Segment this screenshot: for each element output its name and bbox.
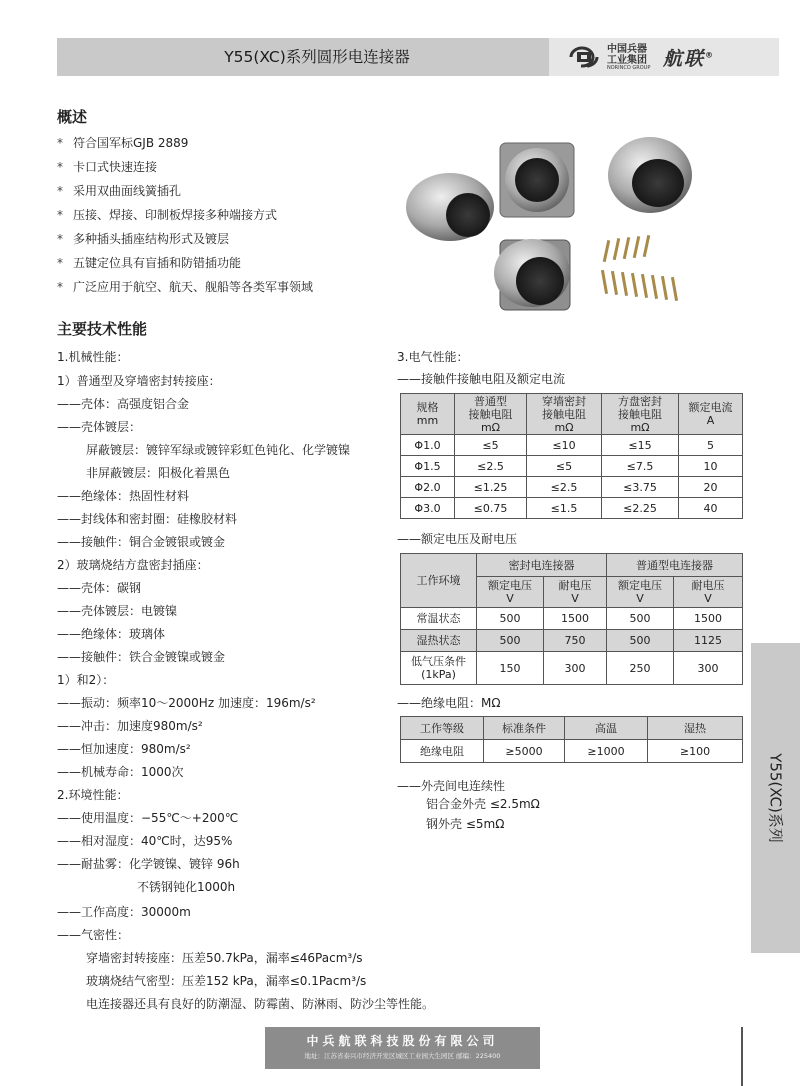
logo-cn-line2: 工业集团 (607, 55, 647, 66)
table-header-cell: 额定电压 V (477, 577, 544, 608)
table-cell: 500 (477, 630, 544, 652)
spec-line: 穿墙密封转接座：压差50.7kPa，漏率≤46Pacm³/s (86, 951, 363, 965)
table-cell: 1500 (674, 608, 743, 630)
table-cell: ≤10 (527, 435, 602, 456)
overview-bullet-text: 五键定位具有盲插和防错插功能 (73, 256, 242, 270)
overview-bullet (57, 208, 277, 222)
table-cell: 250 (607, 652, 674, 685)
overview-heading: 概述 (57, 108, 88, 126)
table-row (401, 740, 743, 763)
spec-line: ——接触件：铁合金镀镍或镀金 (57, 650, 226, 664)
brand-name: 航联 (663, 48, 706, 70)
table-cell: Φ3.0 (401, 498, 455, 519)
table-header-cell: 工作环境 (401, 554, 477, 608)
table-row (401, 435, 743, 456)
table-cell: Φ2.0 (401, 477, 455, 498)
connector-product-photo (400, 125, 700, 330)
continuity-title: ——外壳间电连续性 (397, 779, 506, 793)
table-cell: Φ1.5 (401, 456, 455, 477)
table-cell: ≤2.5 (455, 456, 527, 477)
bullet-star-icon: * (57, 256, 63, 270)
bullet-star-icon: * (57, 232, 63, 246)
bullet-star-icon: * (57, 208, 63, 222)
table-cell: 750 (544, 630, 607, 652)
table-cell: 10 (679, 456, 743, 477)
table-header-cell: 耐电压 V (544, 577, 607, 608)
table-cell: 绝缘电阻 (401, 740, 484, 763)
specs-heading: 主要技术性能 (57, 320, 148, 338)
table-cell: 500 (607, 608, 674, 630)
table-header-cell: 湿热 (648, 717, 743, 740)
table-row (401, 477, 743, 498)
overview-bullet (57, 232, 229, 246)
overview-bullet-text: 广泛应用于航空、航天、舰船等各类军事领域 (73, 280, 314, 294)
bullet-star-icon: * (57, 136, 63, 150)
overview-bullet (57, 160, 157, 174)
table-cell: 5 (679, 435, 743, 456)
spec-line: ——气密性： (57, 928, 130, 942)
bullet-star-icon: * (57, 184, 63, 198)
table-cell: ≤7.5 (602, 456, 679, 477)
table-cell: 300 (674, 652, 743, 685)
spec-line: 1）和2）： (57, 673, 115, 687)
table-cell: ≥1000 (565, 740, 648, 763)
spec-line: ——耐盐雾：化学镀镍、镀锌 96h (57, 857, 240, 871)
norinco-logo-icon (567, 44, 601, 70)
table-row (401, 630, 743, 652)
table-cell: 300 (544, 652, 607, 685)
spec-line: ——工作高度：30000m (57, 905, 191, 919)
table-cell: 湿热状态 (401, 630, 477, 652)
bullet-star-icon: * (57, 280, 63, 294)
contact-table-title: ——接触件接触电阻及额定电流 (397, 372, 566, 386)
table-row (401, 652, 743, 685)
table-cell: ≤1.25 (455, 477, 527, 498)
logo-en: NORINCO GROUP (607, 65, 651, 71)
page-title: Y55(XC)系列圆形电连接器 (224, 48, 410, 66)
spec-line: 不锈钢钝化1000h (137, 880, 236, 894)
spec-line: ——接触件：铜合金镀银或镀金 (57, 535, 226, 549)
spec-line: ——封线体和密封圈：硅橡胶材料 (57, 512, 238, 526)
spec-line: ——使用温度：−55℃～+200℃ (57, 811, 239, 825)
table-cell: 40 (679, 498, 743, 519)
table-header-cell: 密封电连接器 (477, 554, 607, 577)
table-cell: 常温状态 (401, 608, 477, 630)
spec-line: ——壳体：碳钢 (57, 581, 142, 595)
contact-resistance-table (400, 393, 743, 519)
spec-line: 屏蔽镀层：镀锌军绿或镀锌彩虹色钝化、化学镀镍 (86, 443, 351, 457)
table-header-cell: 方盘密封 接触电阻 mΩ (602, 394, 679, 435)
spec-line: ——绝缘体：玻璃体 (57, 627, 166, 641)
voltage-table-title: ——额定电压及耐电压 (397, 532, 518, 546)
spec-line: 电连接器还具有良好的防潮湿、防霉菌、防淋雨、防沙尘等性能。 (86, 997, 435, 1011)
table-cell: 500 (477, 608, 544, 630)
page-header (57, 38, 779, 76)
table-header-cell: 标准条件 (484, 717, 565, 740)
overview-bullet-text: 多种插头插座结构形式及镀层 (73, 232, 230, 246)
spec-line: ——恒加速度：980m/s² (57, 742, 191, 756)
continuity-steel: 钢外壳 ≤5mΩ (426, 817, 505, 831)
footer-company: 中兵航联科技股份有限公司 (306, 1034, 499, 1048)
spec-line: 1）普通型及穿墙密封转接座： (57, 374, 221, 388)
spec-line: 2.环境性能： (57, 788, 129, 802)
table-row (401, 498, 743, 519)
registered-mark: ® (705, 50, 716, 60)
electrical-title: 3.电气性能： (397, 350, 469, 364)
table-cell: ≤0.75 (455, 498, 527, 519)
spec-line: 2）玻璃烧结方盘密封插座： (57, 558, 209, 572)
bullet-star-icon: * (57, 160, 63, 174)
table-header-cell: 高温 (565, 717, 648, 740)
spec-line: ——绝缘体：热固性材料 (57, 489, 190, 503)
overview-bullet (57, 280, 313, 294)
footer-address: 地址：江苏省泰兴市经济开发区城区工业园大生园区 邮编：225400 (304, 1052, 501, 1060)
spec-line: ——壳体：高强度铝合金 (57, 397, 190, 411)
overview-bullet-text: 采用双曲面线簧插孔 (73, 184, 182, 198)
spec-line: 非屏蔽镀层：阳极化着黑色 (86, 466, 231, 480)
spec-line: ——冲击：加速度980m/s² (57, 719, 203, 733)
table-cell: ≤1.5 (527, 498, 602, 519)
spec-line: ——机械寿命：1000次 (57, 765, 184, 779)
continuity-aluminum: 铝合金外壳 ≤2.5mΩ (426, 797, 540, 811)
spec-line: 玻璃烧结气密型：压差152 kPa，漏率≤0.1Pacm³/s (86, 974, 367, 988)
footer-divider (741, 1027, 743, 1086)
table-header-cell: 规格 mm (401, 394, 455, 435)
series-side-label: Y55(XC)系列 (766, 753, 784, 843)
overview-bullet (57, 184, 181, 198)
overview-bullet-text: 压接、焊接、印制板焊接多种端接方式 (73, 208, 278, 222)
table-cell: ≤15 (602, 435, 679, 456)
overview-bullet-text: 符合国军标GJB 2889 (73, 136, 189, 150)
table-header-cell: 额定电压 V (607, 577, 674, 608)
logo-cn-line1: 中国兵器 (607, 44, 647, 55)
table-cell: ≤5 (455, 435, 527, 456)
table-cell: ≤2.25 (602, 498, 679, 519)
table-row (401, 608, 743, 630)
table-header-cell: 耐电压 V (674, 577, 743, 608)
spec-line: ——振动：频率10～2000Hz 加速度：196m/s² (57, 696, 316, 710)
company-logo (549, 38, 779, 76)
table-cell: ≤3.75 (602, 477, 679, 498)
table-cell: 1500 (544, 608, 607, 630)
overview-bullet (57, 256, 241, 270)
spec-line: 1.机械性能： (57, 350, 129, 364)
overview-bullet-text: 卡口式快速连接 (73, 160, 158, 174)
table-cell: Φ1.0 (401, 435, 455, 456)
table-header-cell: 普通型电连接器 (607, 554, 743, 577)
voltage-table (400, 553, 743, 685)
table-cell: 500 (607, 630, 674, 652)
spec-line: ——相对湿度：40℃时，达95% (57, 834, 233, 848)
table-header-cell: 额定电流 A (679, 394, 743, 435)
table-cell: ≤5 (527, 456, 602, 477)
table-cell: ≥100 (648, 740, 743, 763)
table-header-cell: 普通型 接触电阻 mΩ (455, 394, 527, 435)
table-cell: ≤2.5 (527, 477, 602, 498)
spec-line: ——壳体镀层： (57, 420, 142, 434)
table-row (401, 456, 743, 477)
table-cell: 20 (679, 477, 743, 498)
insulation-table (400, 716, 743, 763)
table-cell: 低气压条件 (1kPa) (401, 652, 477, 685)
overview-bullet (57, 136, 188, 150)
table-header-cell: 穿墙密封 接触电阻 mΩ (527, 394, 602, 435)
insulation-table-title: ——绝缘电阻：MΩ (397, 696, 501, 710)
table-cell: 150 (477, 652, 544, 685)
table-cell: ≥5000 (484, 740, 565, 763)
table-header-cell: 工作等级 (401, 717, 484, 740)
table-cell: 1125 (674, 630, 743, 652)
footer (265, 1027, 540, 1069)
spec-line: ——壳体镀层：电镀镍 (57, 604, 178, 618)
